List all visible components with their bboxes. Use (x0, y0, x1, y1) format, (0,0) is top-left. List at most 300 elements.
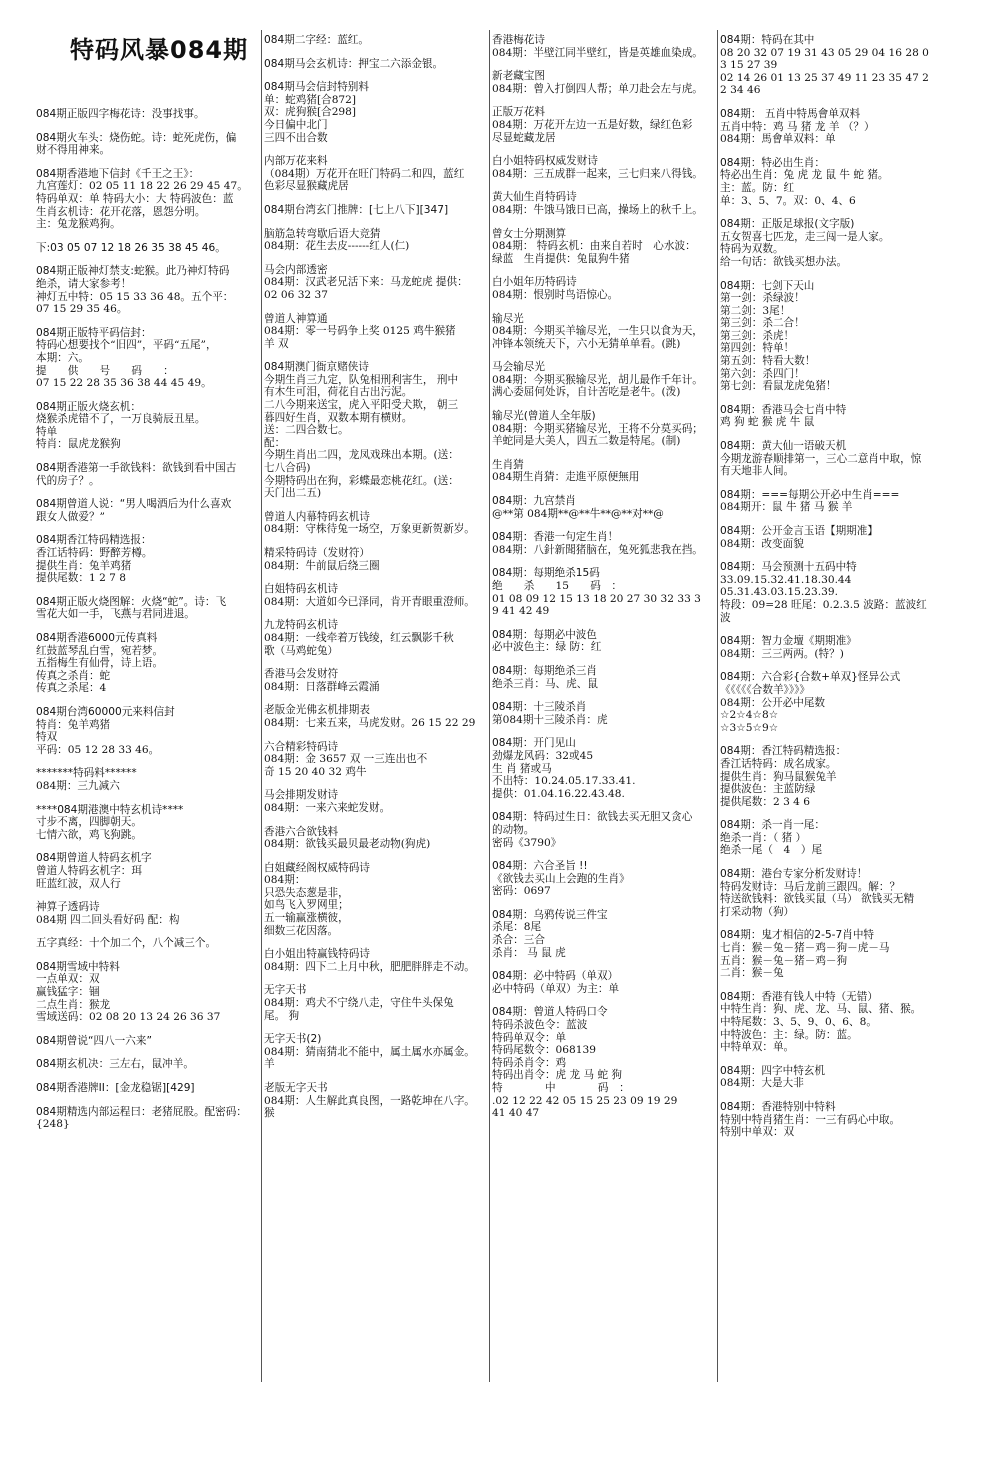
text-block (36, 852, 258, 890)
text-block (36, 132, 258, 157)
text-line: 必中波色主：绿 防：红 (492, 641, 602, 654)
text-block (720, 929, 952, 979)
text-block (264, 1033, 488, 1071)
text-line: 主：蓝。防：红 (720, 181, 795, 194)
text-line: 色彩尽显猴藏虎居 (264, 180, 349, 193)
text-line: 只恐失态葱是非， (264, 886, 349, 899)
text-line: 绝杀一肖：（ 猪 ） (720, 831, 807, 844)
text-line: 二点生肖：猴龙 (36, 998, 111, 1011)
text-block (492, 495, 716, 520)
text-line: 香江话特码：野醉芳樽。 (36, 547, 153, 560)
text-block (264, 155, 488, 193)
text-line: 084期：欲钱买最贝最老动物(狗虎) (264, 838, 431, 851)
text-line: 今期生肖三九定，队兔相刑利害生， 刑中 (264, 373, 459, 386)
text-line: 今期龙游春顺排第一，三心二意肖中取，惊 (720, 452, 922, 465)
text-line: 七情六欲，鸡飞狗跳。 (36, 828, 142, 841)
text-line: 单：蛇鸡猪[合872] (264, 93, 357, 106)
text-line: 084期马会信封特别料 (264, 81, 369, 94)
text-block (36, 937, 258, 950)
text-line: 特单 (36, 425, 58, 438)
text-line: （084期）万花开在旺门特码二和四，蓝红 (264, 167, 465, 180)
text-line: 084期：八針新聞猪脑在，兔死狐悲我在挡。 (492, 543, 703, 556)
text-line: 特码单双：单 特码大小：大 特码波色：蓝 (36, 192, 234, 205)
text-line: 提供尾数：1 2 7 8 (36, 572, 127, 585)
text-line: 084期：杀一肖一尾： (720, 819, 825, 832)
text-block (720, 525, 952, 550)
text-line: 084期：六合彩{合数+单双}怪异公式 (720, 671, 901, 684)
text-block (720, 635, 952, 660)
text-block (492, 361, 716, 399)
text-line: 马会排期发财诗 (264, 789, 339, 802)
text-block (720, 157, 952, 207)
text-block (36, 901, 258, 926)
text-block (720, 1065, 952, 1090)
text-block (264, 704, 488, 729)
text-line: 084期台湾60000元来料信封 (36, 705, 175, 718)
text-line: 084期： (264, 874, 306, 887)
text-line: 084期精选内部运程曰：老猪屁股。配密码： (36, 1105, 247, 1118)
column-1 (36, 108, 258, 1458)
text-line: 2 34 46 (720, 84, 761, 97)
text-line: 冲锋本领统天下，六小无猜单单看。(跳) (492, 337, 681, 350)
text-line: 084期：开门见山 (492, 737, 576, 750)
text-line: 084期：改变面貌 (720, 537, 804, 550)
text-line: 赢钱猛字：锢 (36, 986, 100, 999)
text-line: 084期正版四字梅花诗：没事找事。 (36, 108, 205, 120)
text-block (720, 404, 952, 429)
text-line: 特码尾数令：068139 (492, 1044, 597, 1057)
text-line: 084期：金 3657 双 一三连出也不 (264, 753, 428, 766)
text-line: 084期开：鼠 牛 猪 马 猴 羊 (720, 501, 853, 514)
text-line: 084期：今期买猴输尽光，胡儿最作千年计。 (492, 373, 703, 386)
column-divider (261, 30, 262, 1382)
text-line: 084期：一线牵着万钱绫，红云飘影千秋 (264, 631, 454, 644)
text-line: 第084期十三陵杀肖：虎 (492, 713, 608, 726)
text-line: 特码发财诗：马后龙前三跟四。解：？ (720, 880, 901, 893)
text-line: 香港马会发财符 (264, 668, 339, 681)
text-line: 02 06 32 37 (264, 288, 329, 301)
text-line: 084期：鸡犬不宁绕八走，守住牛头保兔 (264, 997, 454, 1010)
text-line: 084期： 五肖中特馬會单双料 (720, 107, 861, 120)
text-line: 084期火车头：烧伤蛇。诗：蛇死虎伤，偏 (36, 131, 237, 144)
text-line: 084期：四字中特玄机 (720, 1064, 825, 1077)
text-line: 084期：智力金壇《期期准》 (720, 635, 857, 648)
text-line: 天门出二五) (264, 487, 322, 500)
text-line: 五女贺喜七匹龙，走三闯一是人家。 (720, 230, 890, 243)
text-line: 084期：香港马会七肖中特 (720, 403, 847, 416)
text-line: 羊蛇同是大美人，四五二数是特尾。(制) (492, 435, 681, 448)
text-line: 特双 (36, 731, 58, 744)
text-line: 提 供 号 码 ： (36, 364, 174, 377)
column-4 (720, 34, 952, 1384)
text-block (492, 811, 716, 849)
text-block (264, 264, 488, 302)
text-line: 084期：公开必中尾数 (720, 696, 825, 709)
text-line: 084期：九宫禁肖 (492, 495, 576, 508)
text-line: 今日偏中北门 (264, 118, 328, 131)
text-line: 必中特码（单双）为主：单 (492, 982, 620, 995)
text-line: 正版万花料 (492, 106, 545, 119)
text-line: 084期：每期绝杀三肖 (492, 664, 597, 677)
text-line: 第三剑：杀虎！ (720, 329, 795, 342)
text-block (492, 737, 716, 800)
text-line: 九宫莲灯：02 05 11 18 22 26 29 45 47。 (36, 180, 248, 193)
text-line: 084期香港6000元传真料 (36, 632, 158, 644)
text-line: 打采动物（狗） (720, 905, 795, 918)
text-line: 一点单双：双 (36, 973, 100, 986)
text-line: 084期：牛前鼠后绕三圈 (264, 559, 380, 572)
text-line: 084期：三九减六 (36, 779, 120, 792)
text-line: 084期：鬼才相信的2-5-7肖中特 (720, 929, 875, 942)
text-line: 的动物。 (492, 823, 535, 836)
text-line: 生肖猜 (492, 458, 524, 471)
text-line: 084期：正版足球报(文字版) (720, 218, 855, 231)
text-line: 02 14 26 01 13 25 37 49 11 23 35 47 2 (720, 71, 929, 84)
text-block (36, 534, 258, 584)
text-block (36, 1082, 258, 1095)
text-block (492, 531, 716, 556)
text-line: 特 中 码 ： (492, 1082, 630, 1094)
column-divider (717, 30, 718, 1382)
text-line: 给一句话：欲钱买想办法。 (720, 255, 848, 268)
text-line: 084期：特码在其中 (720, 34, 815, 46)
text-block (264, 948, 488, 973)
text-block (264, 511, 488, 536)
text-line: 新老藏宝图 (492, 70, 545, 83)
text-line: 特码出肖令：虎 龙 马 蛇 狗 (492, 1069, 623, 1082)
text-line: 084期： 特码玄机：由来自若时 心水波： (492, 240, 696, 253)
text-line: 084期：七剑下天山 (720, 279, 815, 292)
text-line: 输尽光 (492, 312, 524, 325)
text-line: 老版无字天书 (264, 1082, 328, 1094)
text-line: @**第 084期**@**牛**@**对**@ (492, 507, 664, 520)
text-line: 精采特码诗（发财符） (264, 547, 370, 559)
text-line: 084期：三三两两。(特？) (720, 647, 844, 660)
text-line: 内部万花来料 (264, 155, 328, 168)
text-line: 084期香江特码精选报： (36, 534, 152, 547)
text-line: 084期：公开金言玉语【期期准】 (720, 525, 878, 537)
text-block (264, 583, 488, 608)
text-line: 鸡 狗 蛇 猴 虎 牛 鼠 (720, 416, 815, 429)
text-block (492, 276, 716, 301)
text-line: {248} (36, 1118, 70, 1131)
text-block (36, 108, 258, 121)
text-line: 084期：牛饿马饿日已高，操场上的秋千上。 (492, 203, 703, 216)
text-line: 084期：香港一句定生肖！ (492, 531, 619, 544)
text-line: 主：兔龙猴鸡狗。 (36, 218, 121, 231)
text-line: 特别中特肖猪生肖：一三有码心中取。 (720, 1113, 901, 1126)
text-line: 084期正版特平码信封： (36, 326, 152, 339)
text-line: 《《《《《合数羊》》》》 (720, 683, 811, 696)
text-line: 084期：人生解此真良图，一路乾坤在八字。 (264, 1094, 475, 1107)
text-line: 下:03 05 07 12 18 26 35 38 45 46。 (36, 241, 226, 254)
text-line: 特肖：鼠虎龙猴狗 (36, 438, 121, 451)
column-3 (492, 34, 716, 1384)
text-block (264, 1082, 488, 1120)
text-line: 香港六合欲钱料 (264, 825, 339, 838)
text-block (36, 596, 258, 621)
text-line: 特码为双数。 (720, 243, 784, 256)
text-block (264, 741, 488, 779)
text-line: 特必出生肖：兔 虎 龙 鼠 牛 蛇 猪。 (720, 169, 889, 182)
text-line: 二八今期来送宝，虎入平阳受犬欺， 朝三 (264, 399, 459, 412)
text-block (36, 1035, 258, 1048)
text-line: 084期正版火烧图解：火烧“蛇”。诗：飞 (36, 595, 227, 608)
text-line: 六合精彩特码诗 (264, 740, 339, 753)
text-block (720, 108, 952, 146)
text-line: 084期生肖猜：走進平原便無用 (492, 471, 640, 484)
text-line: 本期：六。 (36, 351, 89, 364)
text-block (36, 706, 258, 756)
text-block (36, 498, 258, 523)
text-line: 01 08 09 12 15 13 18 20 27 30 32 33 3 (492, 592, 701, 605)
text-block (264, 862, 488, 938)
text-line: 绝杀三肖：马、虎、鼠 (492, 677, 598, 690)
text-block (36, 401, 258, 451)
text-line: 41 40 47 (492, 1107, 540, 1120)
text-line: 马会内部透密 (264, 263, 328, 276)
text-block (36, 327, 258, 390)
text-line: 084期：四下二上月中秋，肥肥胖胖走不动。 (264, 960, 475, 973)
text-line: 单：3、5、7。双：0、4、6 (720, 194, 856, 207)
text-block (36, 1106, 258, 1131)
text-line: 084期：花生去皮------红人(仁) (264, 240, 410, 253)
text-line: 传真之杀尾：4 (36, 682, 107, 695)
text-line: 提供波色：主蓝防绿 (720, 783, 816, 796)
text-block (492, 34, 716, 59)
text-line: 白小姐特码权威发财诗 (492, 155, 598, 168)
page-title: 特码风暴084期 (70, 36, 249, 64)
text-line: 特送欲钱料：欲钱买鼠（马） 欲钱买无精 (720, 893, 915, 906)
text-block (36, 632, 258, 695)
text-line: 084期：馬會单双料：单 (720, 133, 836, 146)
text-block (720, 489, 952, 514)
text-line: 084期：香港有钱人中特（无错） (720, 990, 878, 1003)
text-line: 提供生肖：兔羊鸡猪 (36, 559, 132, 572)
text-block (720, 561, 952, 624)
text-line: 五指梅生有仙骨，诗上语。 (36, 657, 164, 670)
text-line: 双：虎狗猴[合298] (264, 106, 357, 119)
text-line: 满心委屈何处诉，自计苦吃是老牛。(泼) (492, 386, 681, 399)
text-line: 084期：每期必中波色 (492, 628, 597, 641)
text-line: 084期澳门衙京赌侠诗 (264, 361, 369, 374)
text-line: 神灯五中特：05 15 33 36 48。五个平： (36, 290, 234, 303)
text-line: 084期：今期买羊输尽光，一生只以食为天， (492, 325, 703, 338)
text-block (492, 970, 716, 995)
text-line: 084期：汉武老兄活下来：马龙蛇虎 提供： (264, 276, 468, 289)
text-line: 084期香港地下信封《千王之王》： (36, 167, 200, 180)
text-line: 特肖：兔羊鸡猪 (36, 718, 111, 731)
text-line: 三四不出合数 (264, 131, 328, 144)
text-block (492, 860, 716, 898)
column-2 (264, 34, 488, 1384)
text-line: 配： (264, 436, 286, 449)
text-line: 084期：六合圣旨 !! (492, 860, 588, 873)
text-block (720, 440, 952, 478)
text-line: 084期：万花开左边一五是好数，绿红色彩 (492, 118, 693, 131)
text-line: 七八合码) (264, 462, 311, 475)
text-line: 特码杀波色令：蓝波 (492, 1019, 588, 1032)
text-block (264, 34, 488, 47)
text-line: 财不得用神来。 (36, 144, 111, 157)
text-line: 杀合：三合 (492, 934, 545, 947)
text-line: 第七剑：看鼠龙虎兔猪！ (720, 380, 837, 393)
text-line: 暮四好生肖，双数本期有横财。 (264, 411, 413, 424)
text-line: 第四剑：特单！ (720, 342, 795, 355)
text-line: 雪域送码：02 08 20 13 24 26 36 37 (36, 1011, 221, 1024)
text-block (492, 909, 716, 959)
text-line: 密码《3790》 (492, 836, 562, 849)
text-line: .02 12 22 42 05 15 25 23 09 19 29 (492, 1094, 678, 1107)
text-line: 084期曾道人说：“男人喝酒后为什么喜欢 (36, 498, 232, 511)
text-line: 084期：港台专家分析发财诗！ (720, 868, 868, 881)
text-block (720, 745, 952, 808)
text-line: 波 (720, 611, 731, 624)
text-line: 白小姐出特赢钱特码诗 (264, 948, 370, 961)
text-block (492, 629, 716, 654)
text-line: 寸步不离，四脚朝天。 (36, 816, 142, 829)
text-line: 084期：日落群峰云霞涌 (264, 680, 380, 693)
text-block (264, 789, 488, 814)
text-line: 绿蓝 生肖提供：兔鼠狗牛猪 (492, 252, 630, 265)
text-line: ****084期港澳中特玄机诗**** (36, 803, 184, 816)
text-line: 传真之杀肖：蛇 (36, 669, 111, 682)
text-line: 九龙特码玄机诗 (264, 619, 339, 632)
text-block (720, 34, 952, 97)
text-line: 084期香港牌II：[金龙稳锯][429] (36, 1082, 195, 1095)
text-block (36, 462, 258, 487)
text-line: 今期特码出在狗，彩蝶最恋桃花红。(送： (264, 474, 459, 487)
text-line: 中特波色：主：绿。防：蓝。 (720, 1028, 858, 1041)
text-line: 084期：今期买猪输尽光，王将不分莫买码； (492, 422, 703, 435)
text-line: 084期 四二回头看好码 配：构 (36, 913, 180, 926)
text-block (264, 81, 488, 144)
text-block (264, 826, 488, 851)
text-line: 084期：大道如今已泽同，肯开青眼重澄师。 (264, 595, 475, 608)
text-line: 绝杀一尾（ 4 ）尾 (720, 844, 823, 857)
text-line: 084期：特必出生肖： (720, 156, 825, 169)
text-line: 084期：零一号码争上奖 0125 鸡牛猴猪 (264, 325, 456, 338)
text-line: 特段：09=28 旺尾：0.2.3.5 波路：蓝波红 (720, 598, 927, 611)
text-line: 084期：守株待兔一场空，万象更新贺新岁。 (264, 523, 475, 536)
text-line: ☆2☆4☆8☆ (720, 709, 779, 722)
text-line: 杀肖： 马 鼠 虎 (492, 946, 566, 959)
text-line: 084期玄机决：三左右，鼠冲羊。 (36, 1058, 194, 1071)
text-line: 送：二四合数七。 (264, 424, 349, 437)
text-line: 如鸟飞入罗网里； (264, 899, 349, 912)
text-line: 劲爆龙风码：32或45 (492, 749, 594, 762)
text-line: 烧猴杀虎错不了，一万良骑辰丑星。 (36, 413, 206, 426)
text-block (720, 671, 952, 734)
text-line: 特码单双令：单 (492, 1031, 567, 1044)
text-line: 密码：0697 (492, 885, 551, 898)
text-line: 代的房子？。 (36, 474, 100, 487)
text-line: 奇 15 20 40 32 鸡牛 (264, 765, 367, 778)
text-block (720, 280, 952, 393)
text-line: 生 肖 猪或马 (492, 762, 552, 775)
text-block (36, 1058, 258, 1071)
text-line: 今期生肖出二四，龙凤戏珠出本期。(送： (264, 449, 459, 462)
text-block (492, 701, 716, 726)
text-line: 二肖：猴－兔 (720, 967, 784, 980)
text-line: 尽显蛇藏龙居 (492, 131, 556, 144)
text-line: 084期：三五成群一起来，三七归来八得钱。 (492, 167, 703, 180)
text-line: 084期：必中特码（单双） (492, 970, 619, 983)
text-line: 特别中单双：双 (720, 1126, 795, 1139)
text-block (492, 459, 716, 484)
text-line: 08 20 32 07 19 31 43 05 29 04 16 28 0 (720, 46, 929, 59)
text-line: 香江话特码：成名成家。 (720, 757, 837, 770)
text-line: 曾道人特码玄机字：珥 (36, 864, 142, 877)
text-line: 084期：恨别时鸟语惊心。 (492, 288, 619, 301)
text-line: 绝杀，请大家参考！ (36, 277, 132, 290)
text-line: 输尽光(曾道人全年版) (492, 410, 596, 423)
text-line: 歌（马鸡蛇兔） (264, 644, 339, 657)
text-block (492, 1006, 716, 1119)
text-block (492, 155, 716, 180)
text-block (264, 619, 488, 657)
text-line: 平码：05 12 28 33 46。 (36, 743, 160, 756)
text-block (492, 106, 716, 144)
text-line: 红鼓蓝琴乱白雪，宛若梦。 (36, 644, 164, 657)
text-block (492, 191, 716, 216)
text-line: ☆3☆5☆9☆ (720, 721, 779, 734)
text-line: 香港梅花诗 (492, 34, 545, 46)
text-line: 084期：猜南猜北不能中，属土属水亦属金。 (264, 1045, 475, 1058)
text-block (720, 218, 952, 268)
text-block (264, 313, 488, 351)
text-line: 五字真经：十个加二个，八个减三个。 (36, 937, 217, 950)
text-block (264, 668, 488, 693)
text-line: 五肖中特：鸡 马 猪 龙 羊 （？） (720, 120, 875, 133)
text-line: 无字天书 (264, 984, 307, 997)
text-line: 084期：一来六来蛇发财。 (264, 801, 391, 814)
text-line: 曾女士分期测算 (492, 227, 567, 240)
text-line: 084期：===每期公开必中生肖=== (720, 488, 900, 501)
text-line: 特码心想要找个“旧四”，平码“五尾”， (36, 339, 217, 352)
text-line: 084期：七来五来，马虎发财。26 15 22 29 (264, 716, 476, 729)
text-line: 084期：曾道人特码口令 (492, 1006, 608, 1019)
text-line: 084期：香港特别中特料 (720, 1100, 836, 1113)
text-line: 084期正版神灯禁支:蛇猴。此乃神灯特码 (36, 265, 230, 278)
text-line: 33.09.15.32.41.18.30.44 (720, 573, 852, 586)
text-line: 有天地非人间。 (720, 465, 795, 478)
text-line: 084期：大是大非 (720, 1077, 804, 1090)
text-line: 特码杀肖令：鸡 (492, 1056, 567, 1069)
text-block (36, 961, 258, 1024)
text-line: 五一输赢涨横彼， (264, 912, 349, 925)
text-line: 第二剑：3尾！ (720, 304, 791, 317)
text-line: 中特生肖：狗、虎、龙、马、鼠、猪、猴。 (720, 1003, 922, 1016)
text-line: 084期：香江特码精选报： (720, 745, 847, 758)
text-block (492, 410, 716, 448)
text-block (720, 868, 952, 918)
text-block (492, 228, 716, 266)
text-block (36, 265, 258, 315)
text-block (492, 313, 716, 351)
text-line: 旺蓝红波，双人行 (36, 877, 121, 890)
text-line: 提供生肖：狗马鼠猴兔羊 (720, 770, 837, 783)
text-line: 084期正版火烧玄机： (36, 400, 141, 413)
text-line: 黄大仙生肖特码诗 (492, 191, 577, 204)
text-line: 084期曾道人特码玄机字 (36, 852, 152, 865)
text-line: 第三剑：杀二合！ (720, 317, 805, 330)
text-line: 羊 双 (264, 337, 289, 350)
text-line: 羊 (264, 1058, 275, 1071)
text-line: 084期：十三陵杀肖 (492, 701, 587, 714)
text-block (720, 1101, 952, 1139)
text-line: 第一剑：杀绿波！ (720, 292, 805, 305)
